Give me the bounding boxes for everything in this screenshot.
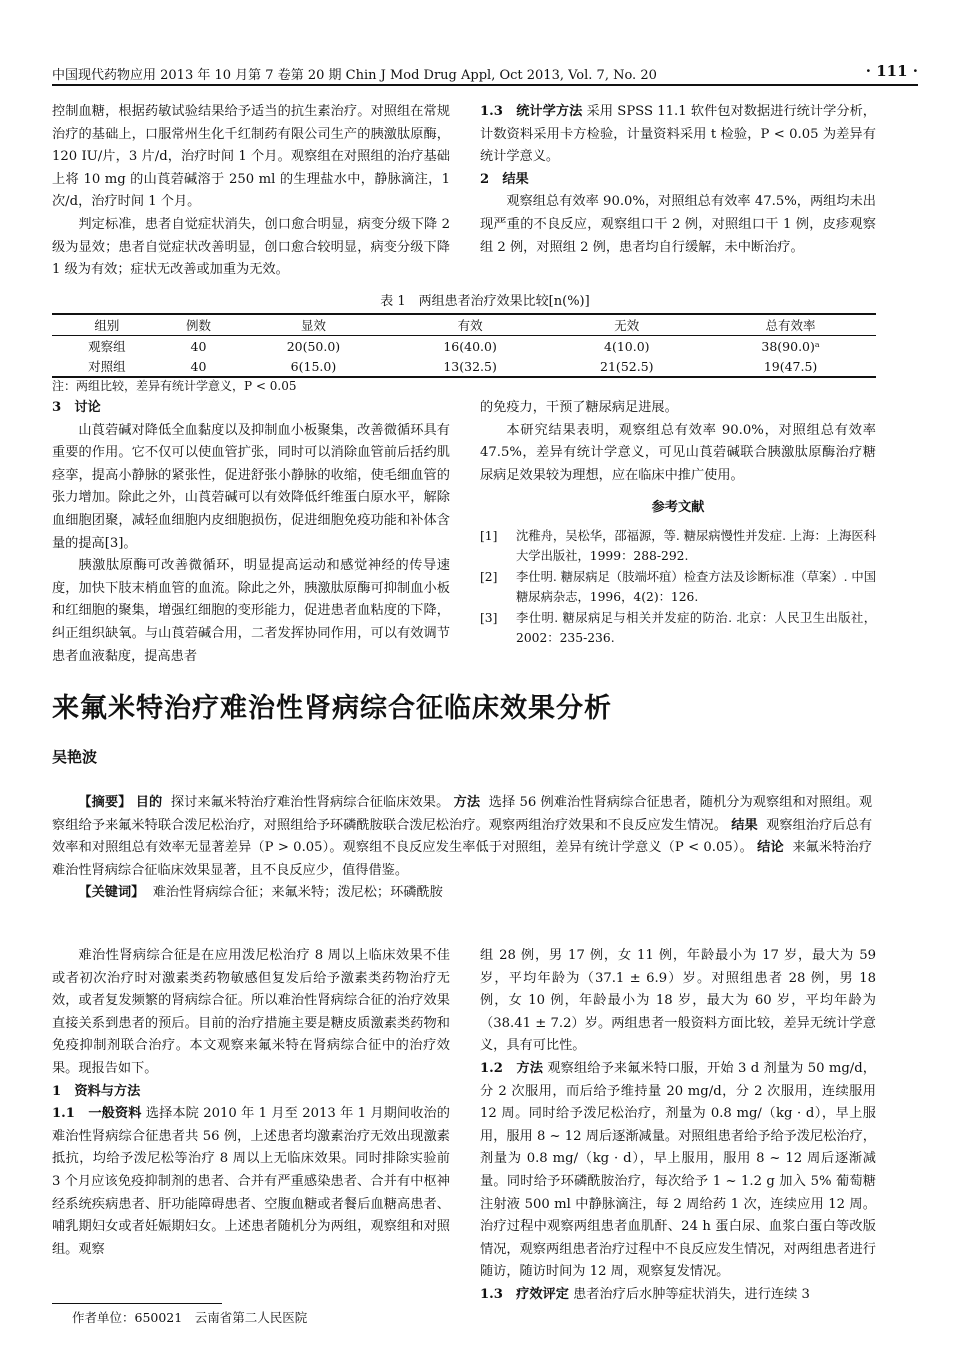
- objective-label: 目的: [135, 795, 163, 810]
- reference-list: [480, 526, 876, 649]
- table-cell: 对照组: [52, 356, 162, 377]
- table-header: 总有效率: [705, 314, 876, 336]
- paragraph: 山莨菪碱对降低全血黏度以及抑制血小板聚集，改善微循环具有重要的作用。它不仅可以使血管扩张，同时可以消除血管前后括约肌痉挛，提高小静脉的紧张性，促进舒张小静脉的收缩，使毛细血管的张力增加。除此之外，山莨菪碱可以有效降低纤维蛋白原水平，解除血细胞团聚，减轻血细胞内皮细胞损伤，促进细胞免疫功能和补体含量的提高[3]。: [52, 422, 450, 551]
- journal-citation: 中国现代药物应用 2013 年 10 月第 7 卷第 20 期 Chin J Mod Drug Appl, Oct 2013, Vol. 7, No. 20: [52, 68, 657, 83]
- paragraph: 观察组总有效率 90.0%，对照组总有效率 47.5%，两组均未出现严重的不良反应，观察组口干 2 例，对照组口干 1 例，皮疹观察组 2 例，对照组 2 例，患者均自行缓解，未中断治疗。: [480, 194, 876, 255]
- abstract-label: 【摘要】: [78, 795, 132, 810]
- paragraph: 本研究结果表明，观察组总有效率 90.0%，对照组总有效率 47.5%，差异有统计学意义，可见山莨菪碱联合胰激肽原酶治疗糖尿病足效果较为理想，应在临床中推广使用。: [480, 422, 876, 483]
- method-label: 方法: [453, 795, 481, 810]
- reference-text: 李仕明. 糖尿病足与相关并发症的防治. 北京：人民卫生出版社，2002：235-236.: [516, 610, 876, 646]
- table-row: [52, 356, 876, 377]
- section-heading: 1 资料与方法: [52, 1083, 141, 1099]
- section-heading: 3 讨论: [52, 400, 101, 415]
- reference-text: 沈稚舟，吴松华，邵福源，等. 糖尿病慢性并发症. 上海：上海医科大学出版社，1999：288-292.: [516, 528, 876, 564]
- paragraph: 选择本院 2010 年 1 月至 2013 年 1 月期间收治的难治性肾病综合征患者共 56 例，上述患者均激素治疗无效出现激素抵抗，均给予泼尼松等治疗 8 周以上无临床效果。同时排除实验前 3 个月应该免疫抑制剂的患者、合并有严重感染患者、合并有中枢神经系统疾病患者、肝功能障碍患者、空腹血糖或者餐后血糖高患者、哺乳期妇女或者妊娠期妇女。上述患者随机分为两组，观察组和对照组。观察: [52, 1106, 450, 1257]
- table-note: 注：两组比较，差异有统计学意义，P < 0.05: [52, 379, 297, 393]
- section-heading: 1.3 统计学方法: [480, 104, 583, 119]
- table-header: 例数: [162, 314, 235, 336]
- abstract: [52, 792, 872, 905]
- references-heading: 参考文献: [651, 500, 705, 516]
- paragraph: 患者治疗后水肿等症状消失，进行连续 3: [573, 1286, 810, 1302]
- reference-item: [480, 608, 876, 649]
- paragraph: 组 28 例，男 17 例，女 11 例，年龄最小为 17 岁，最大为 59 岁，平均年龄为（37.1 ± 6.9）岁。对照组患者 28 例，男 18 例，女 10 例，年龄最小为 18 岁，最大为 60 岁，平均年龄为（38.41 ± 7.2）岁。两组患者一般资料方面比较，差异无统计学意义，具有可比性。: [480, 948, 876, 1054]
- discussion-left: [52, 397, 450, 668]
- author-name: 吴艳波: [52, 748, 98, 766]
- paragraph: 采用 SPSS 11.1 软件包对数据进行统计学分析，计数资料采用卡方检验，计量资料采用 t 检验，P < 0.05 为差异有统计学意义。: [480, 104, 876, 165]
- keywords-label: 【关键词】: [78, 885, 145, 901]
- table-header: 有效: [392, 314, 549, 336]
- method-text: 选择 56 例难治性肾病综合征患者，随机分为观察组和对照组。观察组给予来氟米特联合泼尼松治疗，对照组给予环磷酰胺联合泼尼松治疗。观察两组治疗效果和不良反应发生情况。: [52, 795, 873, 833]
- table-cell: 16(40.0): [443, 338, 497, 354]
- keywords-text: 难治性肾病综合征；来氟米特；泼尼松；环磷酰胺: [152, 885, 443, 901]
- reference-number: [3]: [480, 610, 498, 625]
- reference-number: [2]: [480, 569, 498, 584]
- paragraph: 难治性肾病综合征是在应用泼尼松治疗 8 周以上临床效果不佳或者初次治疗时对激素类药物敏感但复发后给予激素类药物治疗无效，或者复发频繁的肾病综合征。所以难治性肾病综合征的治疗效果直接关系到患者的预后。目前的治疗措施主要是糖皮质激素类药物和免疫抑制剂联合治疗。本文观察来氟米特在肾病综合征中的治疗效果。现报告如下。: [52, 948, 450, 1076]
- discussion-right: [480, 397, 876, 649]
- table-title: 表 1 两组患者治疗效果比较[n(%)]: [380, 294, 590, 309]
- table-cell: 40: [190, 338, 207, 354]
- prev-left-top: [52, 101, 450, 282]
- author-affiliation: 作者单位：650021 云南省第二人民医院: [72, 1310, 308, 1325]
- table-header-row: [52, 314, 876, 336]
- conclusion-label: 结论: [757, 840, 784, 856]
- table-header: 显效: [235, 314, 392, 336]
- section-heading: 1.1 一般资料: [52, 1106, 142, 1122]
- body-right: [480, 945, 876, 1307]
- table-cell: 4(10.0): [604, 338, 650, 354]
- paragraph: 的免疫力，干预了糖尿病足进展。: [480, 400, 678, 415]
- article-title: 来氟米特治疗难治性肾病综合征临床效果分析: [52, 693, 612, 724]
- table-cell: 20(50.0): [286, 338, 341, 354]
- reference-text: 李仕明. 糖尿病足（肢端坏疽）检查方法及诊断标准（草案）. 中国糖尿病杂志，1996，4(2)：126.: [516, 569, 876, 605]
- paragraph: 胰激肽原酶可改善微循环，明显提高运动和感觉神经的传导速度，加快下肢末梢血管的血流。除此之外，胰激肽原酶可抑制血小板和红细胞的聚集，增强红细胞的变形能力，促进患者血粘度的下降，纠正组织缺氧。与山莨菪碱合用，二者发挥协同作用，可以有效调节患者血液黏度，提高患者: [52, 558, 450, 664]
- paragraph: 控制血糖，根据药敏试验结果给予适当的抗生素治疗。对照组在常规治疗的基础上，口服常州生化千红制药有限公司生产的胰激肽原酶，120 IU/片，3 片/d，治疗时间 1 个月。观察组在对照组的治疗基础上将 10 mg 的山莨菪碱溶于 250 ml 的生理盐水中，静脉滴注，1 次/d，治疗时间 1 个月。: [52, 104, 450, 210]
- table-cell: 19(47.5): [705, 356, 876, 377]
- results-table: [52, 313, 876, 378]
- conclusion-text: 来氟米特治疗难治性肾病综合征临床效果显著，且不良反应少，值得借鉴。: [52, 840, 873, 878]
- objective-text: 探讨来氟米特治疗难治性肾病综合征临床效果。: [170, 795, 450, 810]
- reference-item: [480, 526, 876, 567]
- prev-right-top: [480, 101, 876, 259]
- page-number: · 111 ·: [865, 62, 918, 80]
- result-text: 观察组治疗后总有效率和对照组总有效率无显著差异（P > 0.05）。观察组不良反应发生率低于对照组，差异有统计学意义（P < 0.05）。: [52, 817, 873, 856]
- reference-item: [480, 567, 876, 608]
- body-left: [52, 945, 450, 1261]
- running-header: [52, 62, 918, 86]
- reference-number: [1]: [480, 528, 498, 543]
- table-cell: 观察组: [88, 339, 126, 354]
- table-header: 无效: [548, 314, 705, 336]
- table-cell: 38(90.0)ᵃ: [761, 338, 820, 354]
- table-row: [52, 336, 876, 357]
- section-heading: 1.2 方法: [480, 1060, 544, 1076]
- section-heading: 1.3 疗效评定: [480, 1286, 569, 1302]
- table-cell: 13(32.5): [392, 356, 549, 377]
- footnote-rule: [52, 1303, 222, 1304]
- result-label: 结果: [731, 817, 758, 833]
- table-cell: 6(15.0): [235, 356, 392, 377]
- paragraph: 观察组给予来氟米特口服，开始 3 d 剂量为 50 mg/d，分 2 次服用，而后给予维持量 20 mg/d，分 2 次服用，连续服用 12 周。同时给予泼尼松治疗，剂量为 0.8 mg/（kg · d），早上服用，服用 8 ~ 12 周后逐渐减量。对照组患者给予给予泼尼松治疗，剂量为 0.8 mg/（kg · d），早上服用，服用 8 ~ 12 周后逐渐减量。同时给予环磷酰胺治疗，每次给予 1 ~ 1.2 g 加入 5% 葡萄糖注射液 500 ml 中静脉滴注，每 2 周给药 1 次，连续应用 12 周。治疗过程中观察两组患者血肌酐、24 h 蛋白尿、血浆白蛋白等改版情况，观察两组患者治疗过程中不良反应发生情况，对两组患者进行随访，随访时间为 12 周，观察复发情况。: [480, 1060, 876, 1280]
- paragraph: 判定标准，患者自觉症状消失，创口愈合明显，病变分级下降 2 级为显效；患者自觉症状改善明显，创口愈合较明显，病变分级下降 1 级为有效；症状无改善或加重为无效。: [52, 216, 450, 278]
- table-cell: 21(52.5): [548, 356, 705, 377]
- table-header: 组别: [52, 314, 162, 336]
- section-heading: 2 结果: [480, 171, 529, 187]
- table-cell: 40: [162, 356, 235, 377]
